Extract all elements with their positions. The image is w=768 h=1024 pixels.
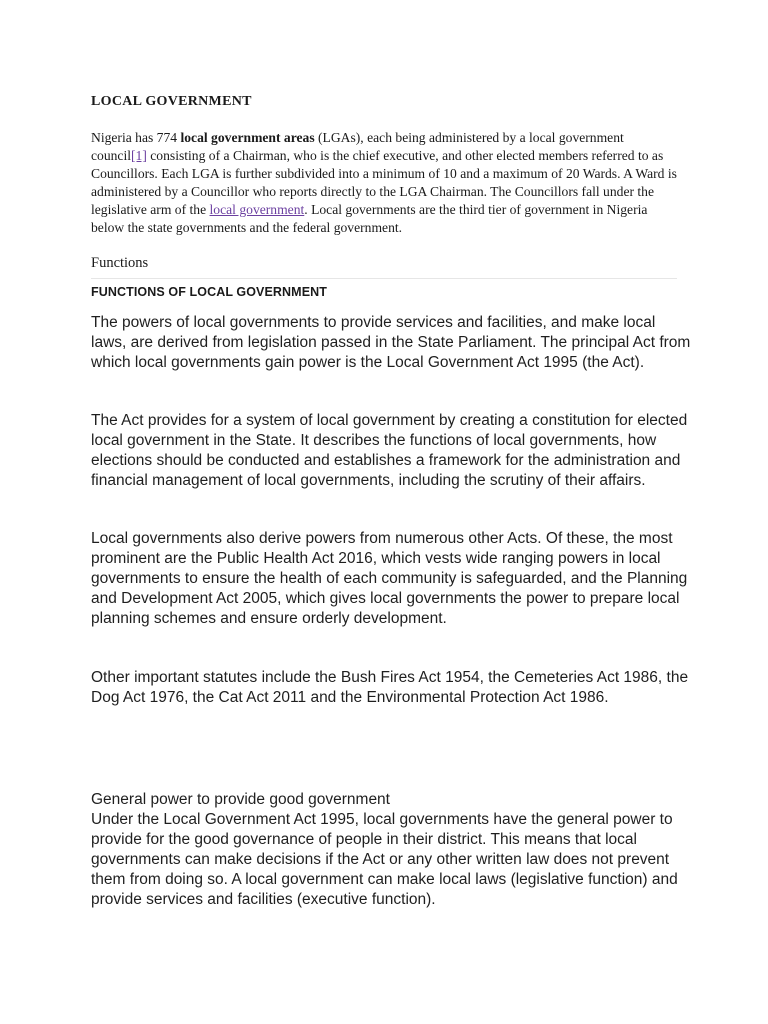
body-paragraph: Other important statutes include the Bush Fires Act 1954, the Cemeteries Act 1986, the Dog Act 1976, the Cat Act 2011 and the Environmental Protection Act 1986. xyxy=(91,669,689,706)
intro-text-part4: . Local governments are the third tier of government in Nigeria below the state governments and the federal government. xyxy=(91,202,648,235)
section-divider xyxy=(91,278,677,279)
footnote-link[interactable]: [1] xyxy=(131,148,147,163)
body-paragraph: The powers of local governments to provide services and facilities, and make local laws, are derived from legislation passed in the State Parliament. The principal Act from which local governments gain power is the Local Government Act 1995 (the Act). xyxy=(91,314,691,371)
final-paragraph: Under the Local Government Act 1995, local governments have the general power to provide for the good governance of people in their district. This means that local governments can make decisions if the Act or any other written law does not prevent them from doing so. A local government can make local laws (legislative function) and provide services and facilities (executive function). xyxy=(91,811,678,908)
intro-text-part1: Nigeria has 774 xyxy=(91,130,181,145)
document-title: LOCAL GOVERNMENT xyxy=(91,94,252,109)
intro-text-part2: (LGAs), each being administered by a local government council xyxy=(91,130,624,163)
section-heading: FUNCTIONS OF LOCAL GOVERNMENT xyxy=(91,285,327,299)
intro-bold-term: local government areas xyxy=(180,130,315,145)
functions-label: Functions xyxy=(91,255,149,271)
body-paragraph: The Act provides for a system of local government by creating a constitution for elected local government in the State. It describes the functions of local governments, how elections should be conducted and establishes a framework for the administration and financial management of local governments, including the scrutiny of their affairs. xyxy=(91,412,688,489)
intro-text-part3: consisting of a Chairman, who is the chief executive, and other elected members referred to as Councillors. Each LGA is further subdivided into a minimum of 10 and a maximum of 20 Wards. A Ward is administered by a Councillor who reports directly to the LGA Chairman. The Councillors fall under the legislative arm of the xyxy=(91,148,677,217)
subheading: General power to provide good government xyxy=(91,791,390,808)
intro-paragraph xyxy=(91,129,681,237)
body-paragraph: Local governments also derive powers from numerous other Acts. Of these, the most prominent are the Public Health Act 2016, which vests wide ranging powers in local governments to ensure the health of each community is safeguarded, and the Planning and Development Act 2005, which gives local governments the power to prepare local planning schemes and ensure orderly development. xyxy=(91,530,688,627)
local-government-link[interactable]: local government xyxy=(209,202,305,217)
